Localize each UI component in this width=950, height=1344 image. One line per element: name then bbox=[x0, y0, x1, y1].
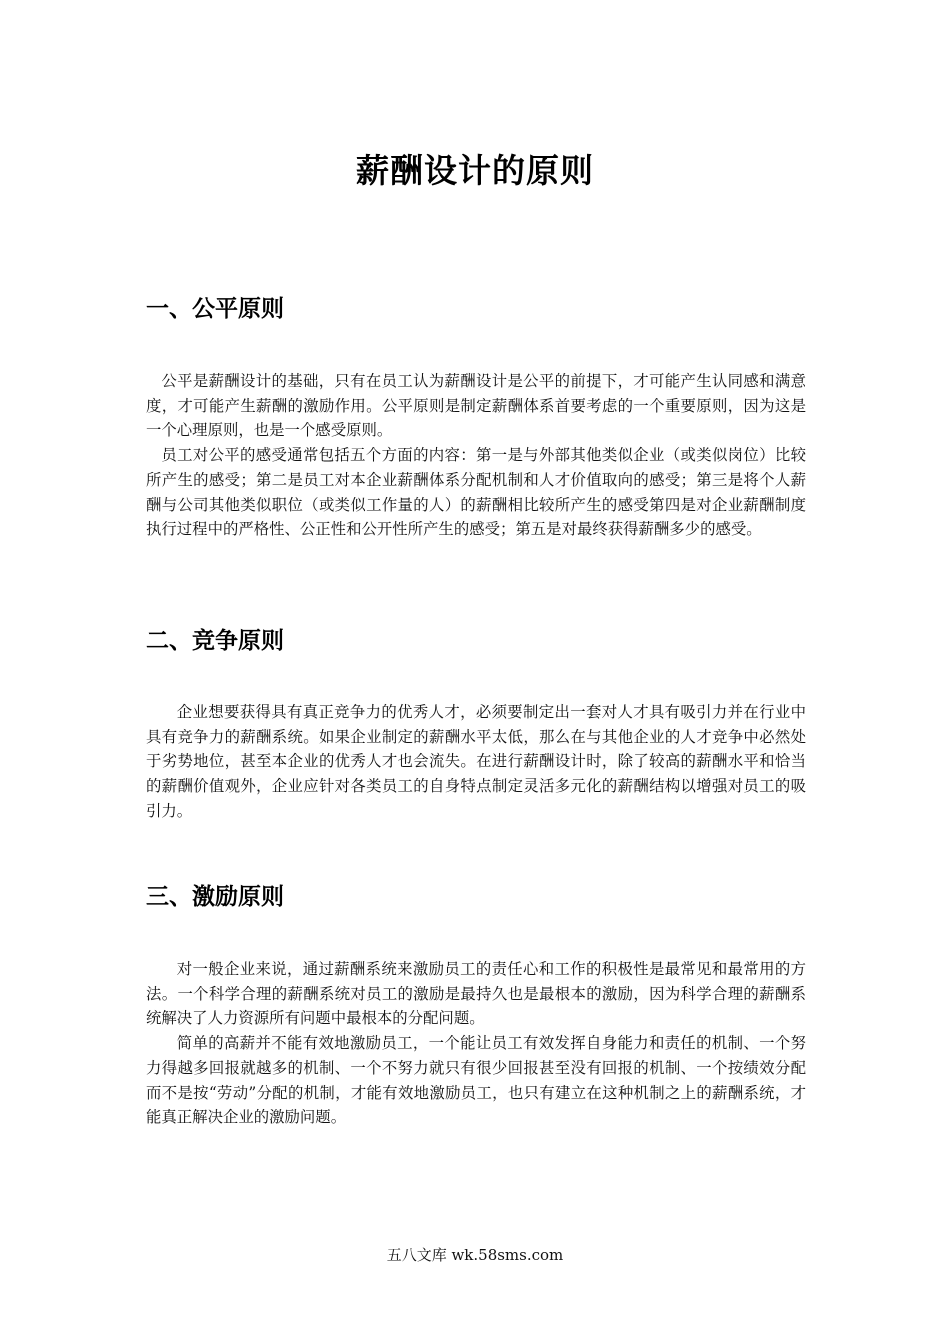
paragraph: 员工对公平的感受通常包括五个方面的内容：第一是与外部其他类似企业（或类似岗位）比较所产生的感受；第二是员工对本企业薪酬体系分配机制和人才价值取向的感受；第三是将个人薪酬与公司其他类似职位（或类似工作量的人）的薪酬相比较所产生的感受第四是对企业薪酬制度执行过程中的严格性、公正性和公开性所产生的感受；第五是对最终获得薪酬多少的感受。 bbox=[146, 446, 806, 539]
section-body-fairness bbox=[146, 369, 806, 542]
section-heading-fairness: 一、公平原则 bbox=[146, 296, 284, 322]
paragraph: 公平是薪酬设计的基础，只有在员工认为薪酬设计是公平的前提下，才可能产生认同感和满意度，才可能产生薪酬的激励作用。公平原则是制定薪酬体系首要考虑的一个重要原则，因为这是一个心理原则，也是一个感受原则。 bbox=[146, 372, 806, 440]
document-title: 薪酬设计的原则 bbox=[356, 151, 594, 190]
page-footer: 五八文库 wk.58sms.com bbox=[386, 1246, 564, 1264]
paragraph: 对一般企业来说，通过薪酬系统来激励员工的责任心和工作的积极性是最常见和最常用的方法。一个科学合理的薪酬系统对员工的激励是最持久也是最根本的激励，因为科学合理的薪酬系统解决了人力资源所有问题中最根本的分配问题。 bbox=[146, 960, 806, 1028]
section-body-competition bbox=[146, 700, 806, 824]
section-heading-competition: 二、竞争原则 bbox=[146, 628, 284, 654]
section-body-incentive bbox=[146, 957, 806, 1130]
paragraph: 企业想要获得具有真正竞争力的优秀人才，必须要制定出一套对人才具有吸引力并在行业中具有竞争力的薪酬系统。如果企业制定的薪酬水平太低，那么在与其他企业的人才竞争中必然处于劣势地位，甚至本企业的优秀人才也会流失。在进行薪酬设计时，除了较高的薪酬水平和恰当的薪酬价值观外，企业应针对各类员工的自身特点制定灵活多元化的薪酬结构以增强对员工的吸引力。 bbox=[146, 703, 806, 820]
paragraph: 简单的高薪并不能有效地激励员工，一个能让员工有效发挥自身能力和责任的机制、一个努力得越多回报就越多的机制、一个不努力就只有很少回报甚至没有回报的机制、一个按绩效分配而不是按“劳动”分配的机制，才能有效地激励员工，也只有建立在这种机制之上的薪酬系统，才能真正解决企业的激励问题。 bbox=[146, 1034, 806, 1127]
section-heading-incentive: 三、激励原则 bbox=[146, 884, 284, 910]
